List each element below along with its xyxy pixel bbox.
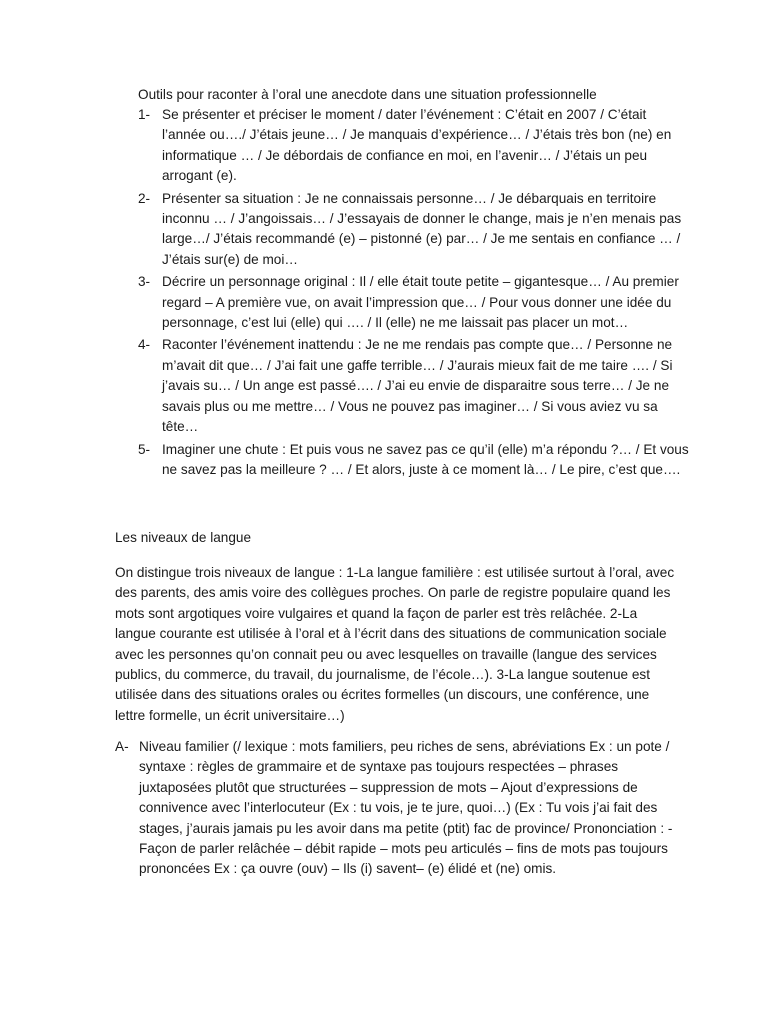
list-item bbox=[138, 272, 693, 333]
item-letter: A- bbox=[115, 739, 129, 754]
item-text: Décrire un personnage original : Il / elle était toute petite – gigantesque… / Au premier regard – A première vue, on avait l’impression que… / Pour vous donner une idée du personnage, c’est lui (elle) qui …. / Il (elle) ne me laissait pas placer un mot… bbox=[162, 274, 679, 331]
item-text: Se présenter et préciser le moment / dater l’événement : C’était en 2007 / C’était l’année ou…./ J’étais jeune… / Je manquais d’expérience… / J’étais très bon (ne) en informatique … / Je débordais de confiance en moi, en l’avenir… / J’étais un peu arrogant (e). bbox=[162, 107, 672, 184]
item-number: 5- bbox=[138, 441, 151, 457]
body-paragraph: On distingue trois niveaux de langue : 1-La langue familière : est utilisée surtout à l’oral, avec des parents, des amis voire des collègues proches. On parle de registre populaire quand les mots sont argotiques voire vulgaires et quand la façon de parler est très relâchée. 2-La langue courante est utilisée à l’oral et à l’écrit dans des situations de communication sociale avec les personnes qu’on connait peu ou avec lesquelles on travaille (langue des services publics, du commerce, du travail, du journalisme, de l’école…). 3-La langue soutenue est utilisée dans des situations orales ou écrites formelles (un discours, une conférence, une lettre formelle, un écrit universitaire…) bbox=[115, 565, 675, 723]
item-text: Raconter l’événement inattendu : Je ne me rendais pas compte que… / Personne ne m’avait dit que… / J’ai fait une gaffe terrible… / J’aurais mieux fait de me taire …. / Si j’avais su… / Un ange est passé…. / J’ai eu envie de disparaitre sous terre… / Je ne savais plus ou me mettre… / Vous ne pouvez pas imaginer… / Si vous aviez vu sa tête… bbox=[162, 337, 673, 435]
item-number: 1- bbox=[138, 107, 151, 122]
section-title: Les niveaux de langue bbox=[115, 530, 252, 545]
item-number: 2- bbox=[138, 190, 151, 206]
tools-list bbox=[138, 105, 693, 482]
intro-title: Outils pour raconter à l’oral une anecdote dans une situation professionnelle bbox=[138, 87, 597, 102]
item-number: 3- bbox=[138, 274, 151, 290]
levels-list bbox=[115, 737, 680, 880]
item-text: Niveau familier (/ lexique : mots familiers, peu riches de sens, abréviations Ex : un pote / syntaxe : règles de grammaire et de syntaxe pas toujours respectées – phrases juxtaposées plutôt que structurées – suppression de mots – Ajout d’expressions de connivence avec l’interlocuteur (Ex : tu vois, je te jure, quoi…) (Ex : Tu vois j’ai fait des stages, j’aurais jamais pu les avoir dans ma petite (ptit) fac de province/ Prononciation : -Façon de parler relâchée – débit rapide – mots peu articulés – fins de mots pas toujours prononcées Ex : ça ouvre (ouv) – Ils (i) savent– (e) élidé et (ne) omis. bbox=[139, 739, 673, 877]
list-item bbox=[138, 105, 693, 187]
item-number: 4- bbox=[138, 337, 151, 353]
item-text: Présenter sa situation : Je ne connaissais personne… / Je débarquais en territoire inconnu … / J’angoissais… / J’essayais de donner le change, mais je n’en menais pas large…/ J’étais recommandé (e) – pistonné (e) par… / Je me sentais en confiance … / J’étais sur(e) de moi… bbox=[162, 190, 682, 267]
list-item bbox=[138, 440, 693, 481]
item-text: Imaginer une chute : Et puis vous ne savez pas ce qu’il (elle) m’a répondu ?… / Et vous ne savez pas la meilleure ? … / Et alors, juste à ce moment là… / Le pire, c’est que…. bbox=[162, 441, 689, 477]
list-item bbox=[138, 335, 693, 437]
list-item bbox=[115, 737, 680, 880]
list-item bbox=[138, 189, 693, 271]
